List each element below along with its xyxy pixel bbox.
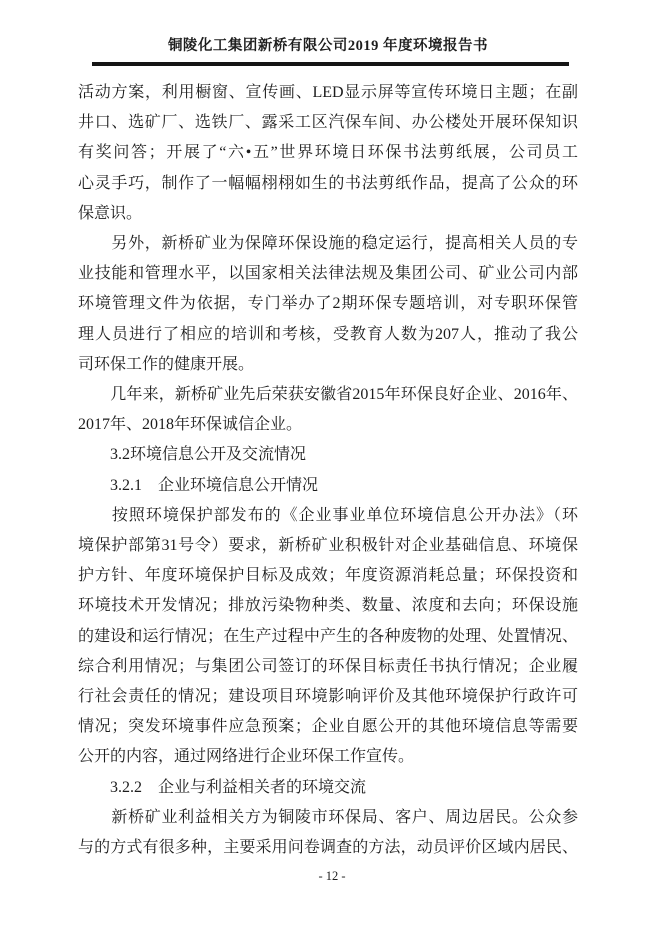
paragraph-line: 业技能和管理水平，以国家相关法律法规及集团公司、矿业公司内部 — [78, 265, 578, 283]
paragraph-line: 的建设和运行情况；在生产过程中产生的各种废物的处理、处置情况、 — [78, 627, 578, 645]
paragraph-line: 另外，新桥矿业为保障环保设施的稳定运行，提高相关人员的专 — [78, 235, 578, 253]
paragraph-line: 与的方式有很多种，主要采用问卷调查的方法，动员评价区域内居民、 — [78, 839, 578, 857]
header-rule — [92, 62, 569, 67]
paragraph-line: 公开的内容，通过网络进行企业环保工作宣传。 — [78, 748, 415, 766]
section-heading: 3.2环境信息公开及交流情况 — [78, 446, 307, 464]
paragraph-line: 护方针、年度环境保护目标及成效；年度资源消耗总量；环保投资和 — [78, 567, 578, 585]
paragraph-line: 心灵手巧，制作了一幅幅栩栩如生的书法剪纸作品，提高了公众的环 — [78, 174, 578, 192]
paragraph-line: 新桥矿业利益相关方为铜陵市环保局、客户、周边居民。公众参 — [78, 808, 578, 826]
paragraph-line: 理人员进行了相应的培训和考核，受教育人数为207人，推动了我公 — [78, 325, 578, 343]
paragraph-line: 有奖问答；开展了“六•五”世界环境日环保书法剪纸展，公司员工 — [78, 144, 578, 162]
content — [78, 78, 578, 863]
paragraph-line: 司环保工作的健康开展。 — [78, 355, 255, 373]
paragraph-line: 环境技术开发情况；排放污染物种类、数量、浓度和去向；环保设施 — [78, 597, 578, 615]
page-header-title: 铜陵化工集团新桥有限公司2019 年度环境报告书 — [167, 38, 489, 54]
paragraph-line: 综合利用情况；与集团公司签订的环保目标责任书执行情况；企业履 — [78, 657, 578, 675]
paragraph-line: 行社会责任的情况；建设项目环境影响评价及其他环境保护行政许可 — [78, 688, 578, 706]
section-heading: 3.2.1 企业环境信息公开情况 — [78, 476, 319, 494]
paragraph-line: 几年来，新桥矿业先后荣获安徽省2015年环保良好企业、2016年、 — [78, 386, 578, 404]
section-heading: 3.2.2 企业与利益相关者的环境交流 — [78, 778, 367, 796]
paragraph-line: 活动方案，利用橱窗、宣传画、LED显示屏等宣传环境日主题；在副 — [78, 84, 578, 101]
paragraph-line: 情况；突发环境事件应急预案；企业自愿公开的其他环境信息等需要 — [78, 718, 578, 736]
paragraph-line: 境保护部第31号令）要求，新桥矿业积极针对企业基础信息、环境保 — [78, 537, 578, 555]
paragraph-line: 保意识。 — [78, 204, 143, 222]
paragraph-line: 按照环境保护部发布的《企业事业单位环境信息公开办法》（环 — [78, 506, 578, 524]
paragraph-line: 2017年、2018年环保诚信企业。 — [78, 416, 303, 434]
paragraph-line: 环境管理文件为依据，专门举办了2期环保专题培训，对专职环保管 — [78, 295, 578, 313]
paragraph-line: 井口、选矿厂、选铁厂、露采工区汽保车间、办公楼处开展环保知识 — [78, 114, 578, 132]
page-number: - 12 - — [318, 869, 346, 883]
